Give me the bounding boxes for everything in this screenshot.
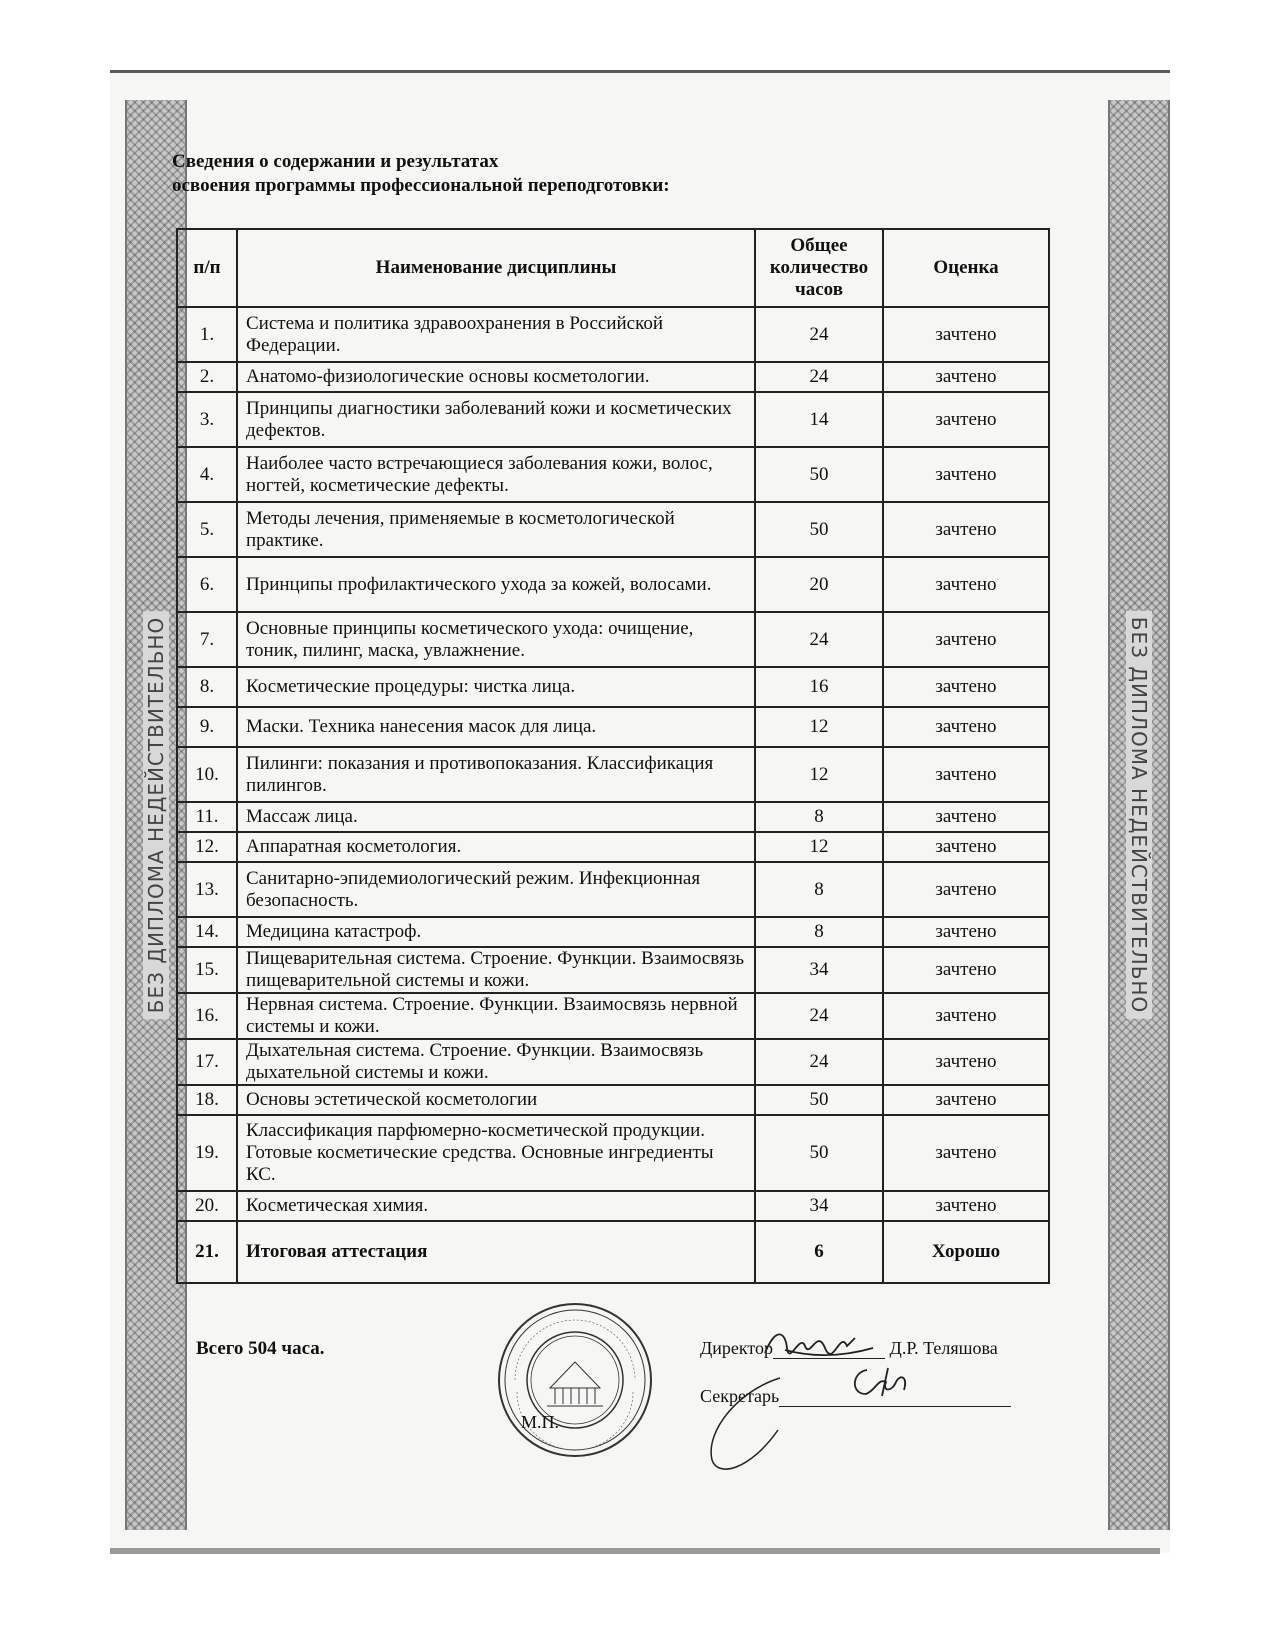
cell-grade: зачтено — [883, 362, 1049, 392]
cell-discipline: Дыхательная система. Строение. Функции. Взаимосвязь дыхательной системы и кожи. — [237, 1039, 755, 1085]
director-name: Д.Р. Теляшова — [889, 1338, 998, 1358]
cell-discipline: Наиболее часто встречающиеся заболевания кожи, волос, ногтей, косметические дефекты. — [237, 447, 755, 502]
cell-num: 9. — [177, 707, 237, 747]
cell-hours: 20 — [755, 557, 883, 612]
cell-num: 11. — [177, 802, 237, 832]
cell-num: 5. — [177, 502, 237, 557]
table-row — [177, 1191, 1049, 1221]
cell-discipline: Санитарно-эпидемиологический режим. Инфекционная безопасность. — [237, 862, 755, 917]
cell-grade: зачтено — [883, 557, 1049, 612]
cell-discipline: Медицина катастроф. — [237, 917, 755, 947]
cell-hours: 24 — [755, 612, 883, 667]
table-row — [177, 707, 1049, 747]
left-border-text: БЕЗ ДИПЛОМА НЕДЕЙСТВИТЕЛЬНО — [143, 611, 169, 1019]
secretary-label: Секретарь — [700, 1386, 780, 1406]
cell-grade: зачтено — [883, 1191, 1049, 1221]
cell-grade: зачтено — [883, 832, 1049, 862]
cell-hours: 24 — [755, 307, 883, 362]
cell-hours: 50 — [755, 1115, 883, 1191]
cell-hours: 16 — [755, 667, 883, 707]
cell-grade: зачтено — [883, 667, 1049, 707]
cell-num: 3. — [177, 392, 237, 447]
right-security-border — [1108, 100, 1170, 1530]
cell-num: 6. — [177, 557, 237, 612]
table-row — [177, 557, 1049, 612]
cell-grade: зачтено — [883, 1085, 1049, 1115]
table-row — [177, 832, 1049, 862]
cell-discipline: Косметическая химия. — [237, 1191, 755, 1221]
cell-hours: 50 — [755, 502, 883, 557]
cell-grade: зачтено — [883, 947, 1049, 993]
disciplines-table — [176, 228, 1050, 1284]
cell-hours: 24 — [755, 993, 883, 1039]
secretary-signature — [842, 1360, 922, 1404]
cell-discipline: Пищеварительная система. Строение. Функции. Взаимосвязь пищеварительной системы и кожи. — [237, 947, 755, 993]
table-row — [177, 447, 1049, 502]
table-row — [177, 1085, 1049, 1115]
cell-num: 17. — [177, 1039, 237, 1085]
cell-discipline: Принципы профилактического ухода за кожей, волосами. — [237, 557, 755, 612]
cell-num: 1. — [177, 307, 237, 362]
cell-hours: 34 — [755, 947, 883, 993]
cell-num: 15. — [177, 947, 237, 993]
header-grade: Оценка — [883, 229, 1049, 307]
table-row — [177, 947, 1049, 993]
table-header-row — [177, 229, 1049, 307]
cell-discipline: Система и политика здравоохранения в Российской Федерации. — [237, 307, 755, 362]
cell-hours: 12 — [755, 707, 883, 747]
cell-grade: зачтено — [883, 917, 1049, 947]
right-border-text: БЕЗ ДИПЛОМА НЕДЕЙСТВИТЕЛЬНО — [1126, 611, 1152, 1019]
cell-grade: зачтено — [883, 392, 1049, 447]
cell-hours: 12 — [755, 832, 883, 862]
cell-grade: Хорошо — [883, 1221, 1049, 1283]
document-heading — [172, 150, 972, 198]
signature-loop — [700, 1370, 810, 1480]
cell-grade: зачтено — [883, 447, 1049, 502]
table-row — [177, 747, 1049, 802]
stamp-place-label: М.П. — [521, 1412, 560, 1432]
cell-num: 21. — [177, 1221, 237, 1283]
table-row — [177, 917, 1049, 947]
cell-hours: 14 — [755, 392, 883, 447]
cell-hours: 8 — [755, 917, 883, 947]
cell-hours: 8 — [755, 862, 883, 917]
cell-discipline: Методы лечения, применяемые в косметологической практике. — [237, 502, 755, 557]
director-label: Директор — [700, 1338, 774, 1358]
cell-discipline: Маски. Техника нанесения масок для лица. — [237, 707, 755, 747]
cell-grade: зачтено — [883, 862, 1049, 917]
cell-discipline: Основные принципы косметического ухода: очищение, тоник, пилинг, маска, увлажнение. — [237, 612, 755, 667]
cell-hours: 24 — [755, 1039, 883, 1085]
table-row — [177, 392, 1049, 447]
cell-discipline: Принципы диагностики заболеваний кожи и косметических дефектов. — [237, 392, 755, 447]
header-name: Наименование дисциплины — [237, 229, 755, 307]
cell-num: 13. — [177, 862, 237, 917]
table-row — [177, 307, 1049, 362]
cell-grade: зачтено — [883, 502, 1049, 557]
cell-hours: 8 — [755, 802, 883, 832]
page-edge — [110, 1548, 1160, 1554]
cell-num: 7. — [177, 612, 237, 667]
cell-grade: зачтено — [883, 612, 1049, 667]
cell-grade: зачтено — [883, 307, 1049, 362]
heading-line-1: Сведения о содержании и результатах — [172, 151, 499, 172]
cell-num: 8. — [177, 667, 237, 707]
cell-grade: зачтено — [883, 1039, 1049, 1085]
cell-discipline: Классификация парфюмерно-косметической продукции. Готовые косметические средства. Основные ингредиенты КС. — [237, 1115, 755, 1191]
cell-hours: 50 — [755, 1085, 883, 1115]
cell-grade: зачтено — [883, 1115, 1049, 1191]
cell-hours: 34 — [755, 1191, 883, 1221]
cell-num: 2. — [177, 362, 237, 392]
total-hours: Всего 504 часа. — [196, 1338, 325, 1359]
table-row — [177, 1039, 1049, 1085]
cell-grade: зачтено — [883, 802, 1049, 832]
header-num: п/п — [177, 229, 237, 307]
cell-discipline: Нервная система. Строение. Функции. Взаимосвязь нервной системы и кожи. — [237, 993, 755, 1039]
cell-hours: 24 — [755, 362, 883, 392]
cell-discipline: Аппаратная косметология. — [237, 832, 755, 862]
cell-grade: зачтено — [883, 993, 1049, 1039]
cell-hours: 50 — [755, 447, 883, 502]
table-row — [177, 1221, 1049, 1283]
cell-hours: 6 — [755, 1221, 883, 1283]
cell-grade: зачтено — [883, 707, 1049, 747]
cell-num: 14. — [177, 917, 237, 947]
table-row — [177, 667, 1049, 707]
table-row — [177, 862, 1049, 917]
table-row — [177, 362, 1049, 392]
table-row — [177, 993, 1049, 1039]
table-row — [177, 802, 1049, 832]
cell-discipline: Массаж лица. — [237, 802, 755, 832]
cell-discipline: Анатомо-физиологические основы косметологии. — [237, 362, 755, 392]
cell-num: 18. — [177, 1085, 237, 1115]
table-row — [177, 1115, 1049, 1191]
header-hours: Общее количество часов — [755, 229, 883, 307]
cell-discipline: Косметические процедуры: чистка лица. — [237, 667, 755, 707]
cell-discipline: Основы эстетической косметологии — [237, 1085, 755, 1115]
cell-num: 12. — [177, 832, 237, 862]
heading-line-2: освоения программы профессиональной переподготовки: — [172, 175, 670, 196]
cell-num: 20. — [177, 1191, 237, 1221]
cell-discipline: Итоговая аттестация — [237, 1221, 755, 1283]
cell-num: 16. — [177, 993, 237, 1039]
round-seal-stamp — [495, 1300, 655, 1460]
cell-num: 10. — [177, 747, 237, 802]
table-row — [177, 612, 1049, 667]
cell-discipline: Пилинги: показания и противопоказания. Классификация пилингов. — [237, 747, 755, 802]
cell-hours: 12 — [755, 747, 883, 802]
cell-num: 4. — [177, 447, 237, 502]
cell-grade: зачтено — [883, 747, 1049, 802]
cell-num: 19. — [177, 1115, 237, 1191]
table-row — [177, 502, 1049, 557]
